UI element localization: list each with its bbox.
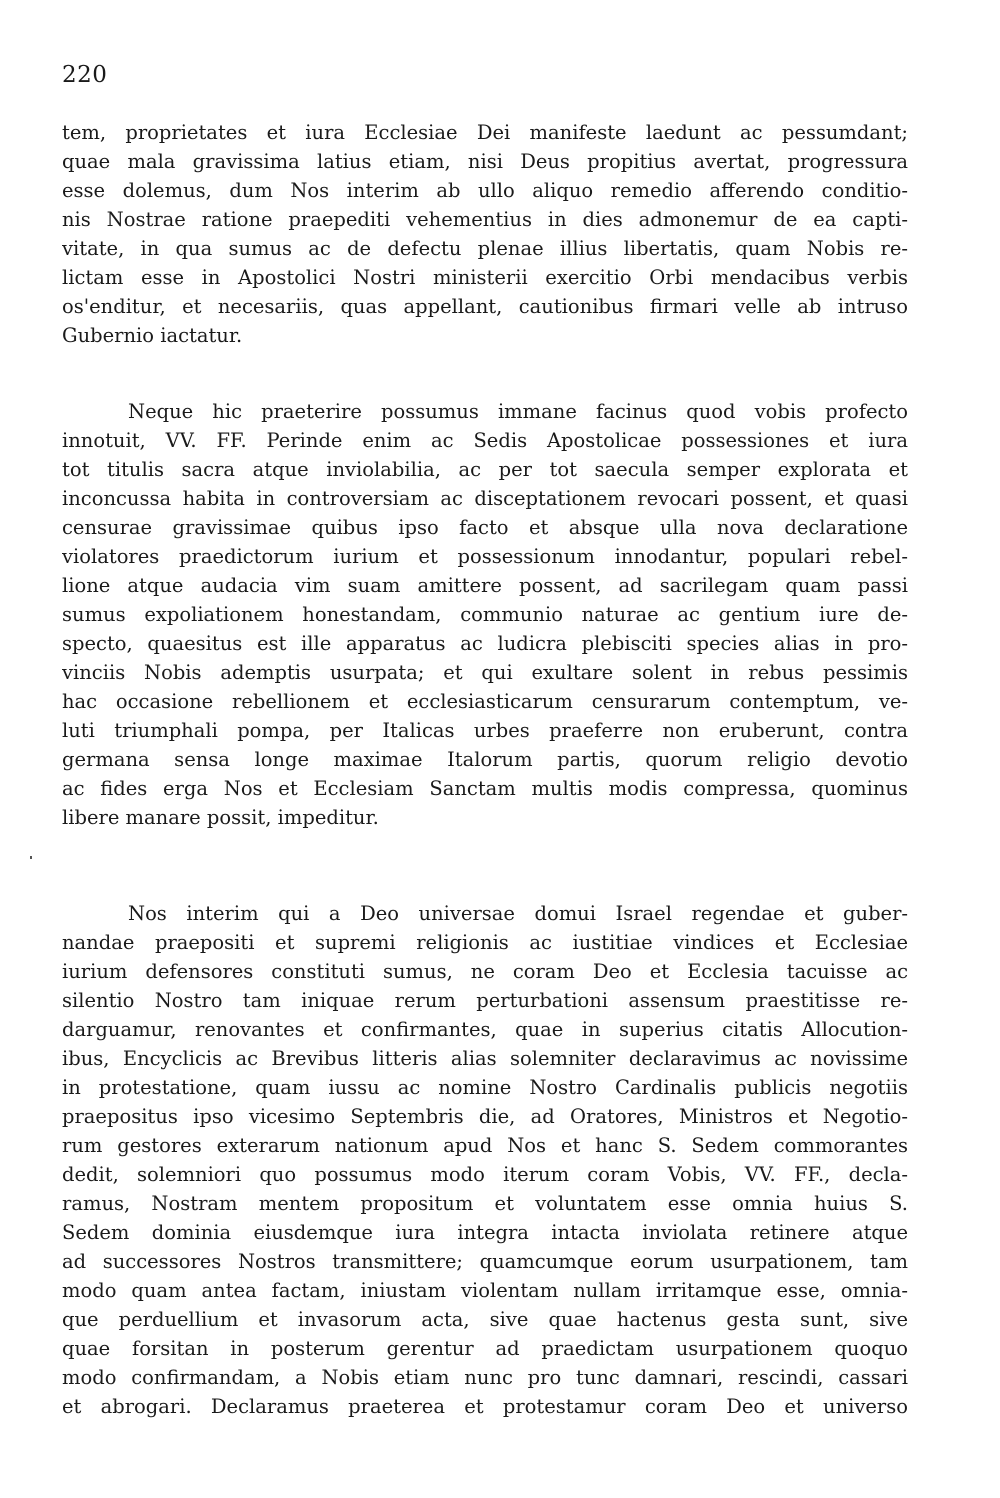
text-line: esse dolemus, dum Nos interim ab ullo aliquo remedio afferendo conditio- [62,179,908,202]
text-line: in protestatione, quam iussu ac nomine Nostro Cardinalis publicis negotiis [62,1076,908,1099]
paragraph-2 [62,397,908,832]
text-line: Sedem dominia eiusdemque iura integra intacta inviolata retinere atque [62,1221,908,1244]
text-line: innotuit, VV. FF. Perinde enim ac Sedis Apostolicae possessiones et iura [62,429,908,452]
text-line: rum gestores exterarum nationum apud Nos et hanc S. Sedem commorantes [62,1134,908,1157]
text-line: tot titulis sacra atque inviolabilia, ac per tot saecula semper explorata et [62,458,908,481]
text-line: darguamur, renovantes et confirmantes, quae in superius citatis Allocution- [62,1018,908,1041]
text-line: os'enditur, et necesariis, quas appellant, cautionibus firmari velle ab intruso [62,295,908,318]
text-line: germana sensa longe maximae Italorum partis, quorum religio devotio [62,748,908,771]
margin-speck [30,856,32,859]
text-line: lictam esse in Apostolici Nostri ministerii exercitio Orbi mendacibus verbis [62,266,908,289]
text-line: praepositus ipso vicesimo Septembris die, ad Oratores, Ministros et Negotio- [62,1105,908,1128]
text-line: quae mala gravissima latius etiam, nisi Deus propitius avertat, progressura [62,150,908,173]
text-line: sumus expoliationem honestandam, communio naturae ac gentium iure de- [62,603,908,626]
text-line: censurae gravissimae quibus ipso facto et absque ulla nova declaratione [62,516,908,539]
text-line: ramus, Nostram mentem propositum et voluntatem esse omnia huius S. [62,1192,908,1215]
text-line: Neque hic praeterire possumus immane facinus quod vobis profecto [128,400,908,423]
text-line: libere manare possit, impeditur. [62,806,379,829]
text-line: modo confirmandam, a Nobis etiam nunc pro tunc damnari, rescindi, cassari [62,1366,908,1389]
text-line: vitate, in qua sumus ac de defectu plenae illius libertatis, quam Nobis re- [62,237,908,260]
text-line: hac occasione rebellionem et ecclesiasticarum censurarum contemptum, ve- [62,690,908,713]
paragraph-3 [62,899,908,1421]
text-line: nandae praepositi et supremi religionis ac iustitiae vindices et Ecclesiae [62,931,908,954]
text-line: tem, proprietates et iura Ecclesiae Dei manifeste laedunt ac pessumdant; [62,121,908,144]
text-line: nis Nostrae ratione praepediti vehementius in dies admonemur de ea capti- [62,208,908,231]
text-line: modo quam antea factam, iniustam violentam nullam irritamque esse, omnia- [62,1279,908,1302]
text-line: ibus, Encyclicis ac Brevibus litteris alias solemniter declaravimus ac novissime [62,1047,908,1070]
text-line: iurium defensores constituti sumus, ne coram Deo et Ecclesia tacuisse ac [62,960,908,983]
text-line: lione atque audacia vim suam amittere possent, ad sacrilegam quam passi [62,574,908,597]
text-line: specto, quaesitus est ille apparatus ac ludicra plebisciti species alias in pro- [62,632,908,655]
text-line: luti triumphali pompa, per Italicas urbes praeferre non eruberunt, contra [62,719,908,742]
text-line: violatores praedictorum iurium et possessionum innodantur, populari rebel- [62,545,908,568]
text-line: ac fides erga Nos et Ecclesiam Sanctam multis modis compressa, quominus [62,777,908,800]
text-line: dedit, solemniori quo possumus modo iterum coram Vobis, VV. FF., decla- [62,1163,908,1186]
text-line: silentio Nostro tam iniquae rerum perturbationi assensum praestitisse re- [62,989,908,1012]
text-line: quae forsitan in posterum gerentur ad praedictam usurpationem quoquo [62,1337,908,1360]
page-number: 220 [62,62,108,88]
paragraph-1 [62,118,908,350]
text-line: et abrogari. Declaramus praeterea et protestamur coram Deo et universo [62,1395,908,1418]
text-line: Nos interim qui a Deo universae domui Israel regendae et guber- [128,902,908,925]
text-line: que perduellium et invasorum acta, sive quae hactenus gesta sunt, sive [62,1308,908,1331]
text-line: vinciis Nobis ademptis usurpata; et qui exultare solent in rebus pessimis [62,661,908,684]
text-line: ad successores Nostros transmittere; quamcumque eorum usurpationem, tam [62,1250,908,1273]
text-line: inconcussa habita in controversiam ac disceptationem revocari possent, et quasi [62,487,908,510]
text-line: Gubernio iactatur. [62,324,243,347]
